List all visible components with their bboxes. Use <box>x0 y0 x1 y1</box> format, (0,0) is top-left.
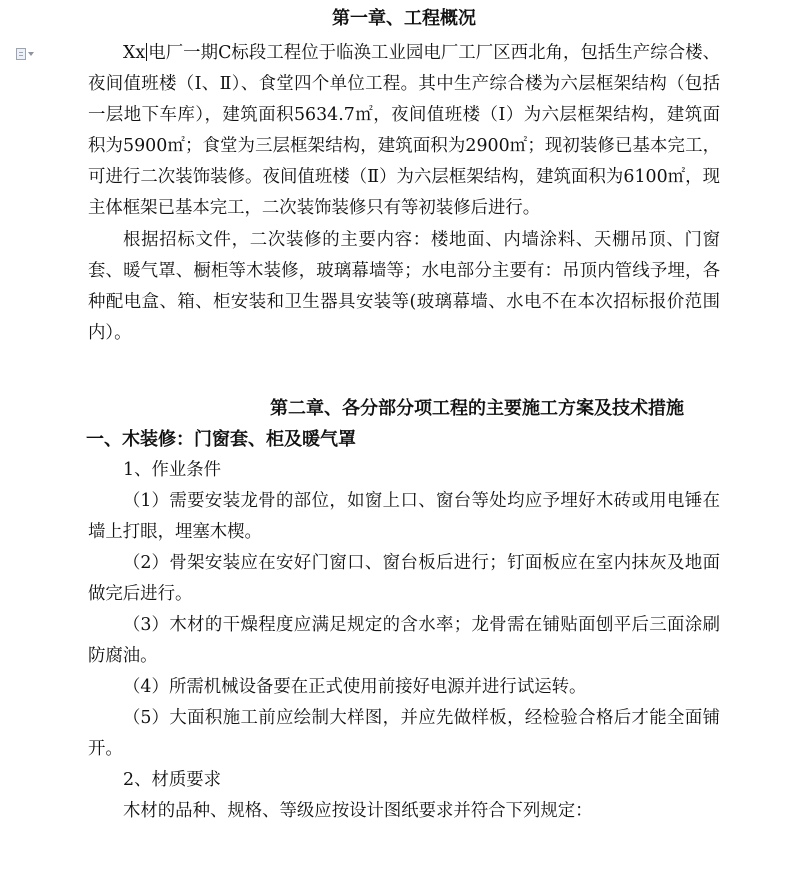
chevron-down-icon <box>28 52 34 56</box>
work-condition-item[interactable] <box>88 486 720 548</box>
chapter1-intro-paragraph[interactable] <box>88 38 720 224</box>
work-condition-item[interactable] <box>88 548 720 610</box>
work-condition-item[interactable] <box>88 703 720 765</box>
work-conditions-heading: 1、作业条件 <box>123 460 222 480</box>
document-icon <box>16 48 26 60</box>
item-text: 所需机械设备要在正式使用前接好电源并进行试运转。 <box>169 677 587 697</box>
paragraph-marker[interactable] <box>16 47 42 61</box>
work-condition-item[interactable] <box>88 672 720 703</box>
item-text: 大面积施工前应绘制大样图，并应先做样板，经检验合格后才能全面铺开。 <box>88 708 720 759</box>
materials-heading: 2、材质要求 <box>123 770 222 790</box>
intro-prefix: Xx <box>123 43 146 63</box>
chapter1-scope-paragraph[interactable]: 根据招标文件，二次装修的主要内容：楼地面、内墙涂料、天棚吊顶、门窗套、暖气罩、橱柜等木装修，玻璃幕墙等；水电部分主要有：吊顶内管线予埋，各种配电盒、箱、柜安装和卫生器具安装等(玻璃幕墙、水电不在本次招标报价范围内）。 <box>88 230 720 343</box>
item-number: （4） <box>123 677 169 697</box>
item-number: （2） <box>123 553 169 573</box>
item-number: （5） <box>123 708 169 728</box>
item-text: 骨架安装应在安好门窗口、窗台板后进行；钉面板应在室内抹灰及地面做完后进行。 <box>88 553 720 604</box>
intro-body: 电厂一期C标段工程位于临涣工业园电厂工厂区西北角，包括生产综合楼、夜间值班楼（Ⅰ、Ⅱ）、食堂四个单位工程。其中生产综合楼为六层框架结构（包括一层地下车库），建筑面积5634.7㎡，夜间值班楼（Ⅰ）为六层框架结构，建筑面积为5900㎡；食堂为三层框架结构，建筑面积为2900㎡；现初装修已基本完工，可进行二次装饰装修。夜间值班楼（Ⅱ）为六层框架结构，建筑面积为6100㎡，现主体框架已基本完工，二次装饰装修只有等初装修后进行。 <box>88 43 720 218</box>
blank-line <box>88 349 720 390</box>
item-text: 木材的干燥程度应满足规定的含水率；龙骨需在铺贴面刨平后三面涂刷防腐油。 <box>88 615 720 666</box>
section1-heading: 一、木装修：门窗套、柜及暖气罩 <box>86 429 356 450</box>
work-condition-item[interactable] <box>88 610 720 672</box>
document-body[interactable] <box>88 0 720 827</box>
item-text: 需要安装龙骨的部位，如窗上口、窗台等处均应予埋好木砖或用电锤在墙上打眼，埋塞木楔。 <box>88 491 720 542</box>
item-number: （1） <box>123 491 169 511</box>
item-number: （3） <box>123 615 169 635</box>
materials-paragraph[interactable]: 木材的品种、规格、等级应按设计图纸要求并符合下列规定： <box>123 801 593 821</box>
chapter1-title: 第一章、工程概况 <box>332 8 476 29</box>
chapter2-title: 第二章、各分部分项工程的主要施工方案及技术措施 <box>270 398 684 419</box>
